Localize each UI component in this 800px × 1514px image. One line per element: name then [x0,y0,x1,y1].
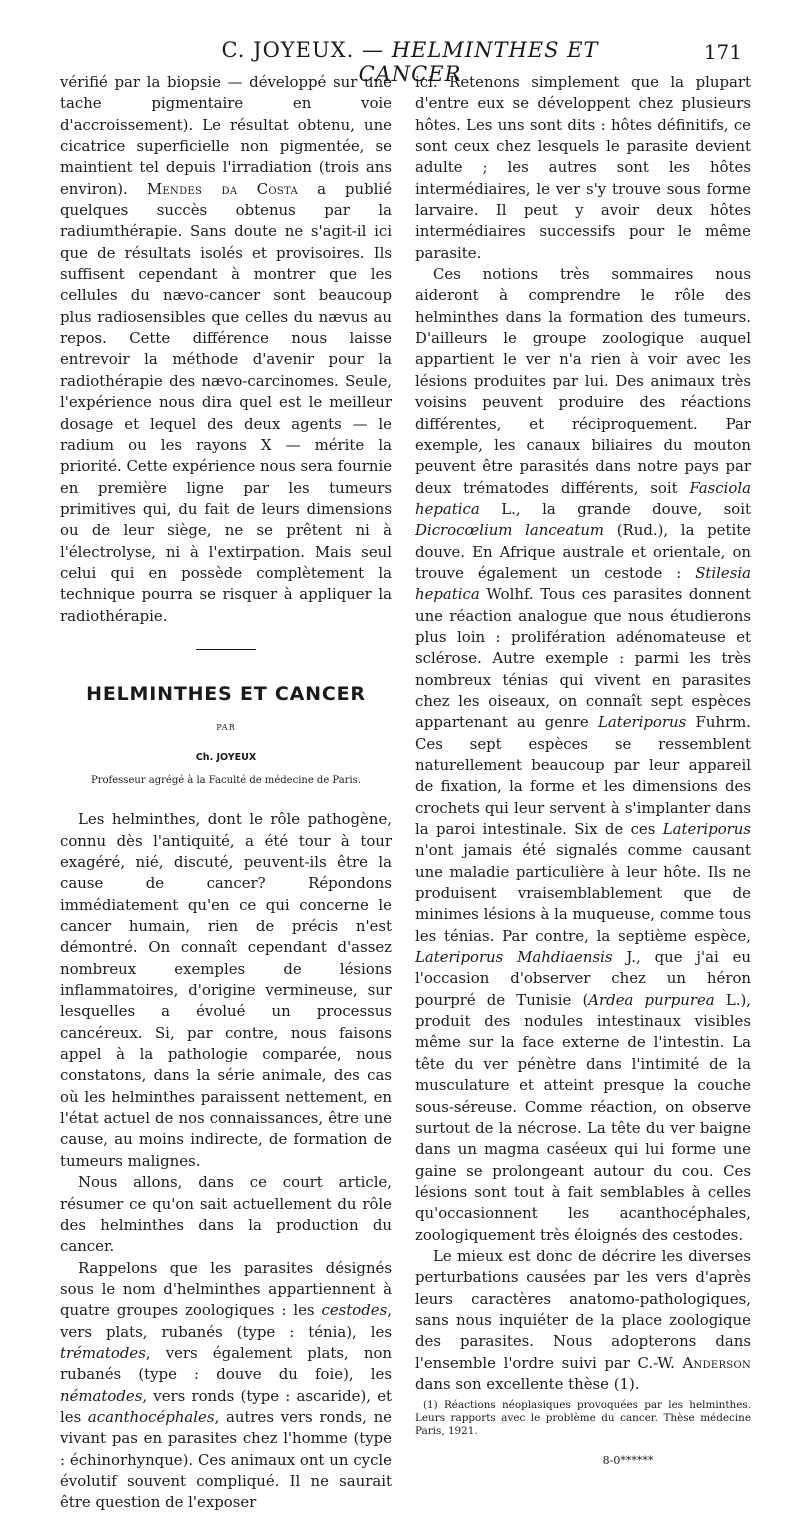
running-head-separator: — [362,38,384,62]
species-dicrocoelium: Dicrocœlium lanceatum [415,521,605,540]
body-paragraph-4: ici. Retenons simplement que la plupart d'entre eux se développent chez plusieurs hôtes. Les uns sont dits : hôtes définitifs, ce sont ceux chez lesquels le parasite devient adulte ; les autres sont les hôtes intermédiaires, le ver s'y trouve sous forme larvaire. Il peut y avoir deux hôtes intermédiaires successifs pour le même parasite. [415,73,751,262]
species-lateriporus-mahdiaensis: Lateriporus Mahdiaensis [415,948,613,967]
author-anderson: Anderson [682,1353,752,1372]
running-head-title: HELMINTHES ET CANCER [358,38,599,86]
footnote: (1) Réactions néoplasiques provoquées par les helminthes. Leurs rapports avec le problème du cancer. Thèse médecine Paris, 1921. [415,1399,751,1438]
term-nematodes: nématodes [60,1386,143,1405]
section-divider [196,649,256,650]
term-trematodes: trématodes [60,1343,146,1362]
continuation-paragraph: vérifié par la biopsie — développé sur une tache pigmentaire en voie d'accroissement). Le résultat obtenu, une cicatrice superficielle non pigmentée, se maintient tel depuis l'irradiation (trois ans environ). Mendes da Costa a publié quelques succès obtenus par la radiumthérapie. Sans doute ne s'agit-il ici que de résultats isolés et provisoires. Ils suffisent cependant à montrer que les cellules du nævo-cancer sont beaucoup plus radiosensibles que celles du nævus au repos. Cette différence nous laisse entrevoir la méthode d'avenir pour la radiothérapie des nævo-carcinomes. Seule, l'expérience nous dira quel est le meilleur dosage et lequel des deux agents — le radium ou les rayons X — mérite la priorité. Cette expérience nous sera fournie en première ligne par les tumeurs primitives qui, du fait de leurs dimensions ou de leur siège, ne se prêtent ni à l'électrolyse, ni à l'extirpation. Mais seul celui qui en possède complètement la technique pourra se risquer à appliquer la radiothérapie. [60,73,393,625]
author-mendes-da-costa: Mendes da Costa [146,179,298,198]
body-paragraph-5: Ces notions très sommaires nous aideront à comprendre le rôle des helminthes dans la formation des tumeurs. D'ailleurs le groupe zoologique auquel appartient le ver n'a rien à voir avec les lésions produites par lui. Des animaux très voisins peuvent produire des réactions différentes, et réciproquement. Par exemple, les canaux biliaires du mouton peuvent être parasités dans notre pays par deux trématodes différents, soit Fasciola hepatica L., la grande douve, soit Dicrocœlium lanceatum (Rud.), la petite douve. En Afrique australe et orientale, on trouve également un cestode : Stilesia hepatica Wolhf. Tous ces parasites donnent une réaction analogue que nous étudierons plus loin : prolifération adénomateuse et sclérose. Autre exemple : parmi les très nombreux ténias qui vivent en parasites chez les oiseaux, on connaît sept espèces appartenant au genre Lateriporus Fuhrm. Ces sept espèces se ressemblent naturellement beaucoup par leur appareil de fixation, la forme et les dimensions des crochets qui leur servent à s'implanter dans la paroi intestinale. Six de ces Lateriporus n'ont jamais été signalés comme causant une maladie particulière à leur hôte. Ils ne produisent vraisemblablement que de minimes lésions à la muqueuse, comme tous les ténias. Par contre, la septième espèce, Lateriporus Mahdiaensis J., que j'ai eu l'occasion d'observer chez un héron pourpré de Tunisie (Ardea purpurea L.), produit des nodules intestinaux visibles même sur la face externe de l'intestin. La tête du ver pénètre dans l'intimité de la musculature et atteint presque la couche sous-séreuse. Comme réaction, on observe surtout de la nécrose. La tête du ver baigne dans un magma caséeux qui lui forme une gaine se prolongeant autour du cou. Ces lésions sont tout à fait semblables à celles qu'occasionnent les acanthocéphales, zoologiquement très éloignés des cestodes. [415,265,752,1244]
article-title: HELMINTHES ET CANCER [86,682,366,705]
term-acanthocephales: acanthocéphales [87,1407,215,1426]
left-column [60,72,392,1514]
byline-author: Ch. JOYEUX [195,751,257,763]
page-number: 171 [703,40,742,64]
right-column [415,72,751,1472]
byline-affiliation: Professeur agrégé à la Faculté de médecine de Paris. [91,774,361,786]
body-paragraph-1: Les helminthes, dont le rôle pathogène, connu dès l'antiquité, a été tour à tour exagéré, nié, discuté, peuvent-ils être la cause de cancer? Répondons immédiatement qu'en ce qui concerne le cancer humain, rien de précis n'est démontré. On connaît cependant d'assez nombreux exemples de lésions inflammatoires, d'origine vermineuse, sur lesquelles a évolué un processus cancéreux. Si, par contre, nous faisons appel à la pathologie comparée, nous constatons, dans la série animale, des cas où les helminthes paraissent nettement, en l'état actuel de nos connaissances, être une cause, au moins indirecte, de formation de tumeurs malignes. [60,810,392,1170]
byline-par: PAR [216,723,236,733]
running-head-author: C. JOYEUX. [221,38,355,62]
body-paragraph-3: Rappelons que les parasites désignés sous le nom d'helminthes appartiennent à quatre groupes zoologiques : les cestodes, vers plats, rubanés (type : ténia), les trématodes, vers également plats, non rubanés (type : douve du foie), les nématodes, vers ronds (type : ascaride), et les acanthocéphales, autres vers ronds, ne vivant pas en parasites chez l'homme (type : échinorhynque). Ces animaux ont un cycle évolutif souvent compliqué. Il ne saurait être question de l'exposer [60,1258,392,1512]
body-paragraph-6: Le mieux est donc de décrire les diverses perturbations causées par les vers d'après leurs caractères anatomo-pathologiques, sans nous inquiéter de la place zoologique des parasites. Nous adopterons dans l'ensemble l'ordre suivi par C.-W. Anderson dans son excellente thèse (1). [415,1246,752,1393]
genus-lateriporus: Lateriporus [597,713,687,732]
species-ardea: Ardea purpurea [588,990,715,1009]
species-fasciola: Fasciola hepatica [415,478,752,518]
genus-lateriporus-2: Lateriporus [662,820,752,839]
body-paragraph-2: Nous allons, dans ce court article, résumer ce qu'on sait actuellement du rôle des helminthes dans la production du cancer. [60,1173,392,1256]
signature-code: 8-0****** [602,1454,654,1468]
term-cestodes: cestodes [321,1301,388,1320]
species-stilesia: Stilesia hepatica [415,563,752,604]
